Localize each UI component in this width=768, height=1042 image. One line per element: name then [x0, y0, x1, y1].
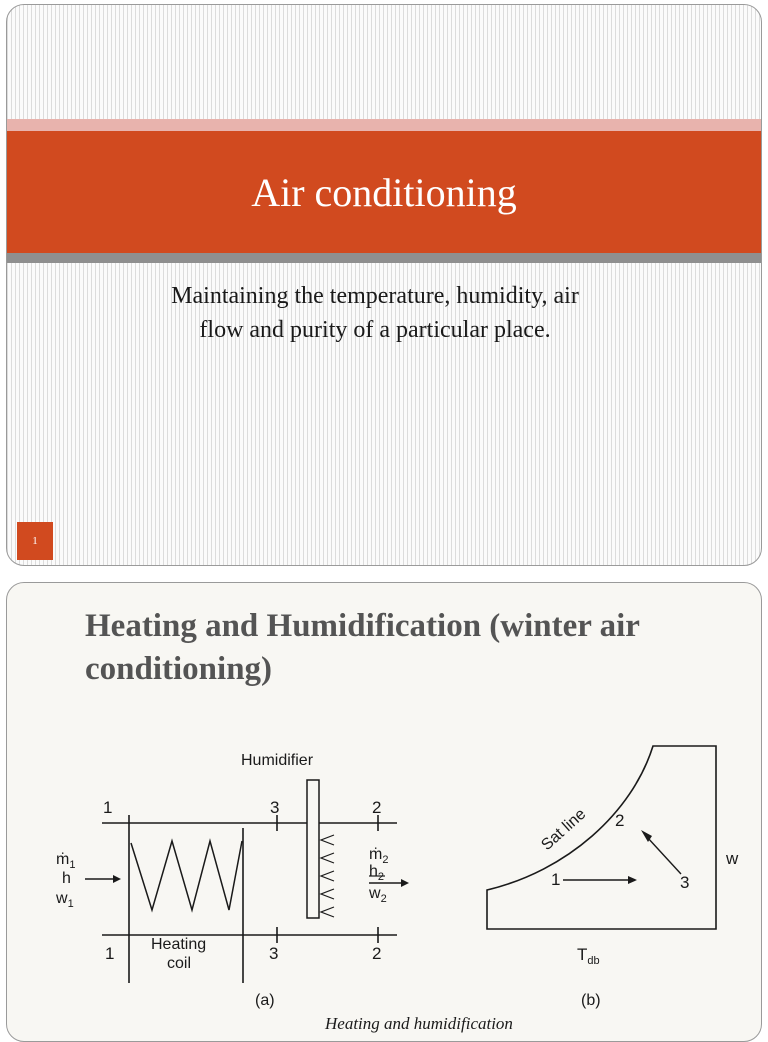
outlet-w-label: w — [369, 885, 381, 902]
outlet-m-subscript: 2 — [382, 854, 389, 866]
t-axis-label: T — [577, 945, 588, 964]
station-2-top-label: 2 — [372, 798, 382, 817]
figure-caption: Heating and humidification — [325, 1014, 513, 1033]
caption-b: (b) — [581, 992, 601, 1009]
station-2-bottom-label: 2 — [372, 944, 382, 963]
heating-label: Heating — [151, 936, 207, 953]
w-axis-label: w — [726, 849, 739, 868]
process-1-3-arrowhead — [628, 876, 637, 884]
inlet-w-label: w — [56, 890, 68, 907]
heating-coil-zigzag — [131, 841, 242, 910]
station-3-top-label: 3 — [270, 798, 280, 817]
svg-text:w2 — [368, 885, 387, 905]
subtitle-line-2: flow and purity of a particular place. — [199, 317, 551, 343]
outlet-w-subscript: 2 — [380, 893, 387, 905]
psychrometric-chart-outline — [487, 746, 716, 929]
spray-nozzles — [321, 835, 334, 917]
humidifier-label: Humidifier — [241, 752, 314, 769]
slide-title: Air conditioning — [251, 169, 517, 215]
slide-2 — [6, 582, 762, 1042]
caption-a: (a) — [255, 992, 275, 1009]
svg-text:h2 — [369, 863, 384, 883]
slide-1 — [6, 4, 762, 566]
station-1-top-label: 1 — [103, 798, 113, 817]
heading-line-2: conditioning) — [85, 651, 273, 687]
title-band — [7, 131, 761, 253]
sat-line-label: Sat line — [538, 805, 590, 854]
process-3-2-line — [647, 837, 681, 874]
point-3-label: 3 — [680, 873, 690, 892]
divider-band — [7, 253, 761, 263]
humidifier-pipe — [307, 780, 319, 918]
outlet-state-labels — [368, 846, 388, 905]
accent-band — [7, 119, 761, 131]
svg-text:Tdb — [577, 945, 600, 967]
svg-text:w1 — [55, 890, 74, 910]
slide-subtitle — [87, 279, 663, 347]
inlet-h-label: h — [62, 870, 71, 887]
outlet-arrowhead — [401, 879, 409, 887]
station-3-bottom-label: 3 — [269, 944, 279, 963]
subtitle-line-1: Maintaining the temperature, humidity, air — [171, 283, 579, 309]
inlet-w-subscript: 1 — [67, 898, 74, 910]
point-2-label: 2 — [615, 811, 625, 830]
t-axis-subscript: db — [587, 955, 600, 967]
point-1-label: 1 — [551, 870, 561, 889]
svg-text:ṁ1 — [56, 851, 75, 871]
outlet-m-label: ṁ — [369, 846, 383, 863]
heading-line-1: Heating and Humidification (winter air — [85, 608, 640, 644]
outlet-h-label: h — [369, 863, 378, 880]
station-1-bottom-label: 1 — [105, 944, 115, 963]
heating-humidification-figure — [7, 583, 762, 1042]
inlet-state-labels — [55, 851, 75, 910]
inlet-arrowhead — [113, 875, 121, 883]
outlet-h-subscript: 2 — [377, 871, 385, 883]
inlet-m-label: ṁ — [56, 851, 70, 868]
inlet-m-subscript: 1 — [69, 859, 76, 871]
slide-number-badge: 1 — [17, 522, 53, 560]
coil-label: coil — [167, 955, 192, 972]
